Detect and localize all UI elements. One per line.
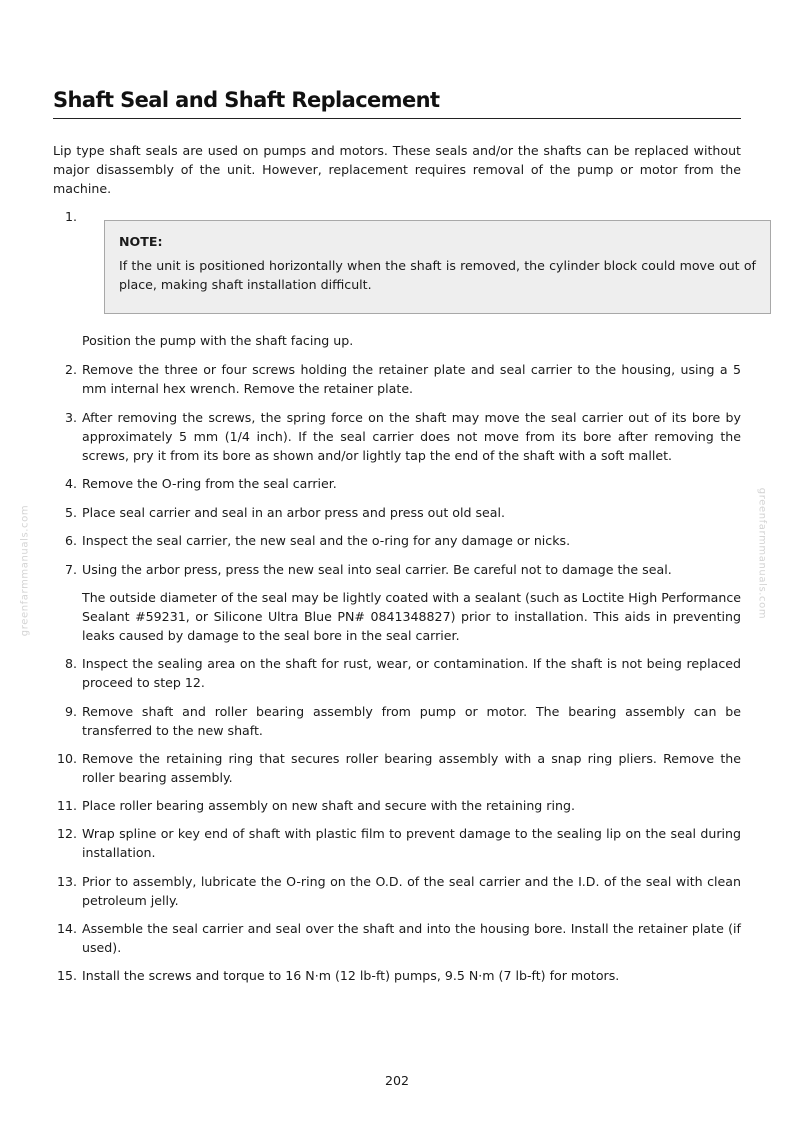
note-label: NOTE: [119,234,163,249]
page-number: 202 [384,1073,410,1088]
step-text: Install the screws and torque to 16 N·m (12 lb-ft) pumps, 9.5 N·m (7 lb-ft) for motors. [82,968,620,983]
step-text: Inspect the sealing area on the shaft for rust, wear, or contamination. If the shaft is not being replaced proceed to step 12. [82,656,741,690]
watermark-left: greenfarmmanuals.com [19,504,31,637]
step-number: 10. [56,751,77,766]
step-number: 5. [64,505,77,520]
step-7-sealant-note: The outside diameter of the seal may be lightly coated with a sealant (such as Loctite High Performance Sealant #59231, or Silicone Ultra Blue PN# 0841348827) prior to installation. This aids in preventing leaks caused by damage to the seal bore in the seal carrier. [82,590,741,643]
step-number: 14. [56,921,77,936]
step-number: 9. [64,704,77,719]
step-text: Remove the three or four screws holding the retainer plate and seal carrier to the housing, using a 5 mm internal hex wrench. Remove the retainer plate. [82,362,741,396]
step-text: Place roller bearing assembly on new shaft and secure with the retaining ring. [82,798,575,813]
step-1-text: Position the pump with the shaft facing up. [82,333,354,348]
step-number: 13. [56,874,77,889]
step-number: 3. [64,410,77,425]
page-title: Shaft Seal and Shaft Replacement [53,86,741,119]
step-text: Remove the O-ring from the seal carrier. [82,476,337,491]
step-text: Remove the retaining ring that secures roller bearing assembly with a snap ring pliers. Remove the roller bearing assembly. [82,751,741,785]
step-number: 15. [56,968,77,983]
step-text: Using the arbor press, press the new seal into seal carrier. Be careful not to damage the seal. [82,562,672,577]
step-text: After removing the screws, the spring force on the shaft may move the seal carrier out of its bore by approximately 5 mm (1/4 inch). If the seal carrier does not move from its bore after removing the screws, pry it from its bore as shown and/or lightly tap the end of the shaft with a soft mallet. [82,410,741,463]
step-number: 4. [64,476,77,491]
step-number: 12. [56,826,77,841]
step-number: 6. [64,533,77,548]
step-number: 7. [64,562,77,577]
intro-paragraph: Lip type shaft seals are used on pumps and motors. These seals and/or the shafts can be replaced without major disassembly of the unit. However, replacement requires removal of the pump or motor from the machine. [53,143,741,196]
step-number: 2. [64,362,77,377]
step-number: 8. [64,656,77,671]
watermark-right: greenfarmmanuals.com [756,487,768,620]
step-text: Inspect the seal carrier, the new seal and the o-ring for any damage or nicks. [82,533,571,548]
step-number: 1. [64,209,77,224]
step-text: Assemble the seal carrier and seal over the shaft and into the housing bore. Install the retainer plate (if used). [82,921,741,955]
note-box [104,220,771,314]
step-text: Prior to assembly, lubricate the O-ring on the O.D. of the seal carrier and the I.D. of the seal with clean petroleum jelly. [82,874,741,908]
step-text: Place seal carrier and seal in an arbor press and press out old seal. [82,505,505,520]
note-text: If the unit is positioned horizontally when the shaft is removed, the cylinder block could move out of place, making shaft installation difficult. [119,258,756,292]
step-text: Remove shaft and roller bearing assembly from pump or motor. The bearing assembly can be transferred to the new shaft. [82,704,741,738]
step-text: Wrap spline or key end of shaft with plastic film to prevent damage to the sealing lip on the seal during installation. [82,826,741,860]
step-number: 11. [56,798,77,813]
